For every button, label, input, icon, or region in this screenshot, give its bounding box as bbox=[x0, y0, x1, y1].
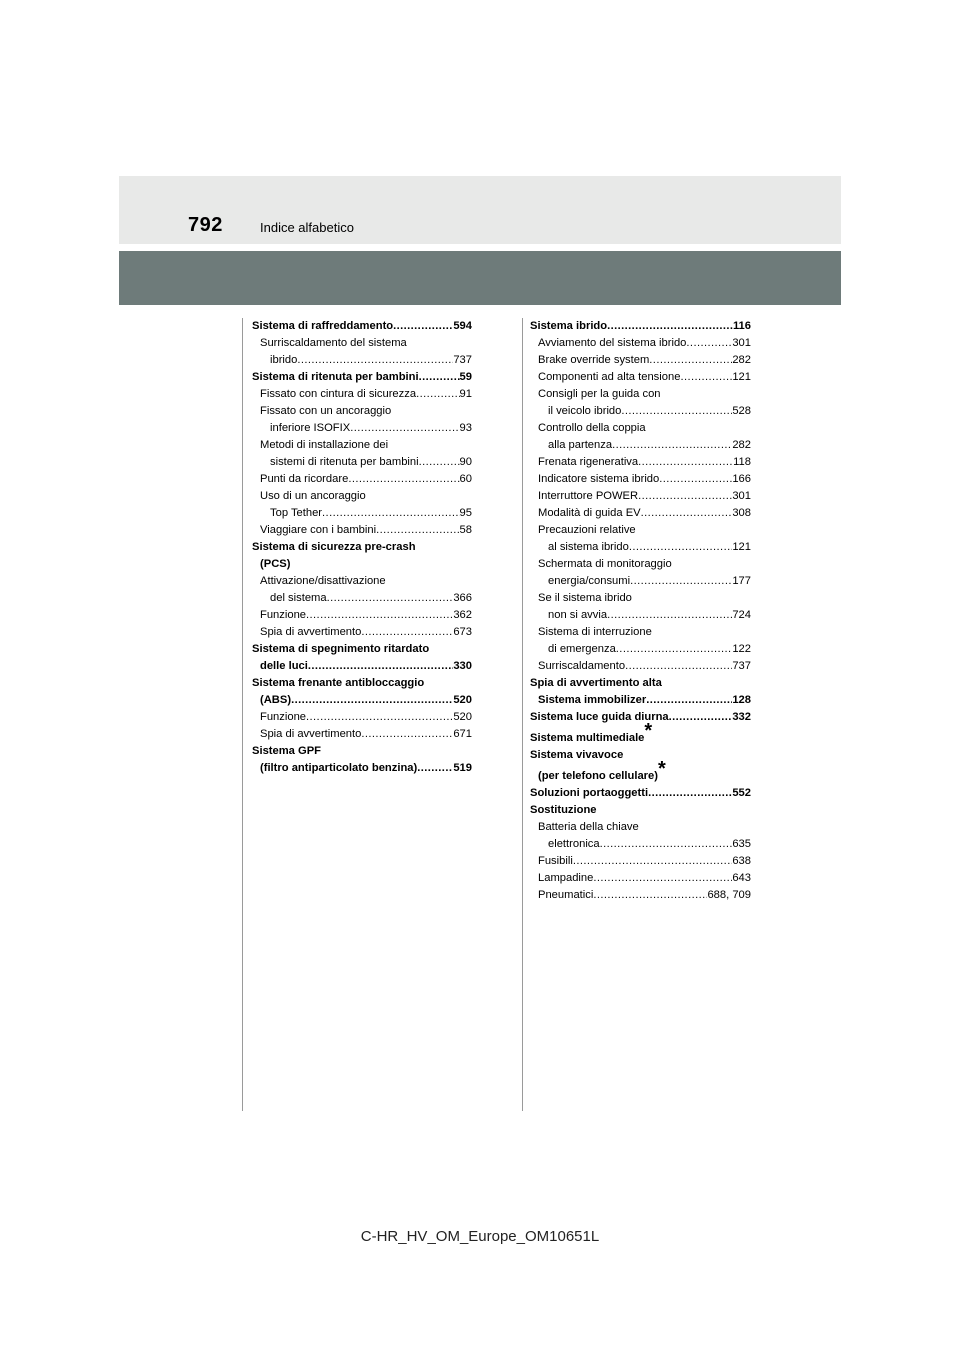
entry-term: Sistema di interruzione bbox=[538, 626, 652, 638]
index-entry bbox=[252, 505, 472, 522]
index-entry bbox=[530, 454, 751, 471]
entry-page-number: 362 bbox=[453, 609, 472, 621]
entry-term: Lampadine bbox=[538, 872, 594, 884]
entry-term: (PCS) bbox=[260, 558, 291, 570]
column-divider-right bbox=[522, 318, 523, 1111]
entry-page-number: 90 bbox=[459, 456, 472, 468]
dot-leader bbox=[680, 369, 732, 386]
entry-term: Sistema GPF bbox=[252, 745, 322, 757]
entry-term: del sistema bbox=[270, 592, 327, 604]
section-band bbox=[119, 251, 841, 305]
entry-page-number: 643 bbox=[732, 872, 751, 884]
entry-page-number: 128 bbox=[732, 694, 751, 706]
index-entry bbox=[530, 870, 751, 887]
dot-leader bbox=[607, 318, 733, 335]
entry-term: Sistema di raffreddamento bbox=[252, 320, 394, 332]
entry-page-number: 58 bbox=[459, 524, 472, 536]
dot-leader bbox=[600, 836, 733, 853]
index-entry bbox=[530, 505, 751, 522]
index-entry bbox=[530, 692, 751, 709]
index-entry bbox=[252, 437, 472, 454]
dot-leader bbox=[419, 454, 460, 471]
entry-term: Spia di avvertimento bbox=[260, 728, 362, 740]
index-column-left bbox=[252, 318, 472, 777]
document-footer: C-HR_HV_OM_Europe_OM10651L bbox=[360, 1228, 600, 1245]
entry-term: il veicolo ibrido bbox=[548, 405, 622, 417]
dot-leader bbox=[419, 369, 460, 386]
entry-page-number: 737 bbox=[453, 354, 472, 366]
entry-term: Schermata di monitoraggio bbox=[538, 558, 672, 570]
index-entry bbox=[252, 658, 472, 675]
index-entry bbox=[252, 607, 472, 624]
entry-term: di emergenza bbox=[548, 643, 616, 655]
entry-term: Attivazione/disattivazione bbox=[260, 575, 386, 587]
entry-term: Top Tether bbox=[270, 507, 323, 519]
entry-page-number: 308 bbox=[732, 507, 751, 519]
index-entry bbox=[530, 802, 751, 819]
index-entry bbox=[530, 641, 751, 658]
entry-term: Avviamento del sistema ibrido bbox=[538, 337, 687, 349]
entry-page-number: 366 bbox=[453, 592, 472, 604]
header-band bbox=[119, 176, 841, 244]
dot-leader bbox=[686, 335, 732, 352]
index-entry bbox=[530, 488, 751, 505]
entry-page-number: 177 bbox=[732, 575, 751, 587]
entry-page-number: 95 bbox=[459, 507, 472, 519]
footnote-asterisk: * bbox=[644, 720, 653, 742]
entry-page-number: 116 bbox=[732, 320, 751, 332]
entry-term: Sostituzione bbox=[530, 804, 597, 816]
index-entry bbox=[252, 454, 472, 471]
entry-term: energia/consumi bbox=[548, 575, 631, 587]
index-entry bbox=[530, 590, 751, 607]
dot-leader bbox=[376, 522, 459, 539]
dot-leader bbox=[573, 853, 733, 870]
dot-leader bbox=[306, 607, 453, 624]
entry-page-number: 93 bbox=[459, 422, 472, 434]
dot-leader bbox=[291, 692, 453, 709]
dot-leader bbox=[593, 887, 707, 904]
index-entry bbox=[530, 318, 751, 335]
index-entry bbox=[252, 675, 472, 692]
entry-term: non si avvia bbox=[548, 609, 608, 621]
index-entry bbox=[252, 760, 472, 777]
index-entry bbox=[252, 318, 472, 335]
index-entry bbox=[530, 607, 751, 624]
entry-page-number: 671 bbox=[453, 728, 472, 740]
index-entry bbox=[252, 624, 472, 641]
dot-leader bbox=[593, 870, 732, 887]
dot-leader bbox=[393, 318, 453, 335]
dot-leader bbox=[649, 352, 732, 369]
entry-page-number: 594 bbox=[453, 320, 472, 332]
entry-page-number: 673 bbox=[453, 626, 472, 638]
entry-page-number: 520 bbox=[453, 711, 472, 723]
entry-term: Sistema di sicurezza pre-crash bbox=[252, 541, 416, 553]
entry-term: inferiore ISOFIX bbox=[270, 422, 351, 434]
entry-page-number: 737 bbox=[732, 660, 751, 672]
entry-page-number: 122 bbox=[732, 643, 751, 655]
dot-leader bbox=[659, 471, 732, 488]
index-entry bbox=[252, 539, 472, 556]
entry-term: Componenti ad alta tensione bbox=[538, 371, 681, 383]
entry-page-number: 301 bbox=[732, 337, 751, 349]
entry-term: Sistema di ritenuta per bambini bbox=[252, 371, 419, 383]
index-entry bbox=[252, 590, 472, 607]
entry-term: Controllo della coppia bbox=[538, 422, 646, 434]
dot-leader bbox=[616, 641, 733, 658]
entry-page-number: 91 bbox=[459, 388, 472, 400]
dot-leader bbox=[625, 658, 732, 675]
entry-page-number: 282 bbox=[732, 354, 751, 366]
entry-term: Fissato con un ancoraggio bbox=[260, 405, 392, 417]
index-entry bbox=[252, 386, 472, 403]
dot-leader bbox=[350, 420, 459, 437]
entry-term: Metodi di installazione dei bbox=[260, 439, 389, 451]
index-entry bbox=[530, 720, 751, 747]
entry-term: Sistema frenante antibloccaggio bbox=[252, 677, 425, 689]
entry-term: Sistema immobilizer bbox=[538, 694, 647, 706]
index-entry bbox=[252, 556, 472, 573]
dot-leader bbox=[648, 785, 732, 802]
dot-leader bbox=[327, 590, 454, 607]
index-entry bbox=[252, 420, 472, 437]
dot-leader bbox=[322, 505, 460, 522]
dot-leader bbox=[641, 505, 733, 522]
index-entry bbox=[530, 624, 751, 641]
index-entry bbox=[252, 641, 472, 658]
entry-term: Viaggiare con i bambini bbox=[260, 524, 377, 536]
dot-leader bbox=[297, 352, 453, 369]
entry-page-number: 552 bbox=[732, 787, 751, 799]
entry-term: Spia di avvertimento bbox=[260, 626, 362, 638]
index-entry bbox=[530, 335, 751, 352]
entry-term: Interruttore POWER bbox=[538, 490, 639, 502]
index-entry bbox=[252, 352, 472, 369]
entry-page-number: 724 bbox=[732, 609, 751, 621]
entry-term: Pneumatici bbox=[538, 889, 594, 901]
entry-term: Modalità di guida EV bbox=[538, 507, 641, 519]
entry-term: Fissato con cintura di sicurezza bbox=[260, 388, 417, 400]
entry-term: delle luci bbox=[260, 660, 308, 672]
entry-page-number: 121 bbox=[732, 541, 751, 553]
entry-term: Surriscaldamento bbox=[538, 660, 626, 672]
dot-leader bbox=[416, 386, 459, 403]
entry-term: Sistema vivavoce bbox=[530, 749, 624, 761]
index-entry bbox=[252, 369, 472, 386]
entry-term: Funzione bbox=[260, 711, 307, 723]
entry-page-number: 330 bbox=[453, 660, 472, 672]
entry-page-number: 688, 709 bbox=[707, 889, 751, 901]
index-entry bbox=[252, 743, 472, 760]
entry-term: Consigli per la guida con bbox=[538, 388, 661, 400]
dot-leader bbox=[612, 437, 732, 454]
entry-term: Funzione bbox=[260, 609, 307, 621]
index-entry bbox=[530, 556, 751, 573]
index-entry bbox=[252, 573, 472, 590]
entry-term: Indicatore sistema ibrido bbox=[538, 473, 660, 485]
index-entry bbox=[530, 403, 751, 420]
entry-term: Punti da ricordare bbox=[260, 473, 349, 485]
index-entry bbox=[530, 887, 751, 904]
entry-page-number: 519 bbox=[453, 762, 472, 774]
entry-page-number: 166 bbox=[732, 473, 751, 485]
entry-term: al sistema ibrido bbox=[548, 541, 629, 553]
entry-term: sistemi di ritenuta per bambini bbox=[270, 456, 419, 468]
entry-term: Se il sistema ibrido bbox=[538, 592, 632, 604]
entry-term: Soluzioni portaoggetti bbox=[530, 787, 649, 799]
entry-term: Sistema multimediale bbox=[530, 732, 645, 744]
entry-term: (per telefono cellulare) bbox=[538, 770, 658, 782]
dot-leader bbox=[621, 403, 732, 420]
index-entry bbox=[530, 369, 751, 386]
entry-term: Sistema di spegnimento ritardato bbox=[252, 643, 430, 655]
index-entry bbox=[530, 853, 751, 870]
dot-leader bbox=[308, 658, 453, 675]
index-entry bbox=[530, 471, 751, 488]
dot-leader bbox=[638, 454, 733, 471]
dot-leader bbox=[417, 760, 453, 777]
index-entry bbox=[252, 692, 472, 709]
entry-term: Brake override system bbox=[538, 354, 650, 366]
entry-page-number: 638 bbox=[732, 855, 751, 867]
entry-page-number: 60 bbox=[459, 473, 472, 485]
index-entry bbox=[252, 709, 472, 726]
index-entry bbox=[252, 471, 472, 488]
dot-leader bbox=[646, 692, 732, 709]
index-entry bbox=[530, 819, 751, 836]
index-column-right bbox=[530, 318, 751, 904]
entry-page-number: 301 bbox=[732, 490, 751, 502]
entry-page-number: 332 bbox=[732, 711, 751, 723]
index-entry bbox=[252, 403, 472, 420]
footnote-asterisk: * bbox=[657, 758, 666, 780]
dot-leader bbox=[361, 624, 453, 641]
index-entry bbox=[530, 386, 751, 403]
entry-term: Precauzioni relative bbox=[538, 524, 636, 536]
index-entry bbox=[530, 747, 751, 764]
entry-term: Spia di avvertimento alta bbox=[530, 677, 662, 689]
index-entry bbox=[530, 352, 751, 369]
entry-term: Surriscaldamento del sistema bbox=[260, 337, 407, 349]
index-entry bbox=[530, 420, 751, 437]
index-entry bbox=[530, 836, 751, 853]
index-entry bbox=[530, 539, 751, 556]
index-entry bbox=[252, 335, 472, 352]
entry-term: Sistema ibrido bbox=[530, 320, 608, 332]
index-entry bbox=[530, 758, 751, 785]
entry-page-number: 528 bbox=[732, 405, 751, 417]
dot-leader bbox=[630, 573, 732, 590]
dot-leader bbox=[306, 709, 453, 726]
entry-term: alla partenza bbox=[548, 439, 613, 451]
index-entry bbox=[530, 573, 751, 590]
entry-page-number: 520 bbox=[453, 694, 472, 706]
entry-page-number: 59 bbox=[459, 371, 472, 383]
index-entry bbox=[530, 675, 751, 692]
index-entry bbox=[530, 522, 751, 539]
entry-term: Frenata rigenerativa bbox=[538, 456, 639, 468]
section-title: Indice alfabetico bbox=[260, 220, 354, 235]
entry-term: Sistema luce guida diurna bbox=[530, 711, 669, 723]
dot-leader bbox=[629, 539, 732, 556]
entry-page-number: 118 bbox=[733, 456, 751, 468]
entry-page-number: 635 bbox=[732, 838, 751, 850]
column-divider-left bbox=[242, 318, 243, 1111]
entry-term: Batteria della chiave bbox=[538, 821, 639, 833]
index-entry bbox=[530, 437, 751, 454]
index-entry bbox=[530, 709, 751, 726]
index-entry bbox=[530, 785, 751, 802]
index-entry bbox=[252, 488, 472, 505]
entry-page-number: 282 bbox=[732, 439, 751, 451]
page-number: 792 bbox=[188, 214, 223, 236]
dot-leader bbox=[669, 709, 733, 726]
entry-term: ibrido bbox=[270, 354, 298, 366]
entry-term: (ABS) bbox=[260, 694, 292, 706]
dot-leader bbox=[638, 488, 732, 505]
dot-leader bbox=[361, 726, 453, 743]
entry-term: elettronica bbox=[548, 838, 600, 850]
index-entry bbox=[530, 658, 751, 675]
entry-term: Fusibili bbox=[538, 855, 573, 867]
entry-term: (filtro antiparticolato benzina) bbox=[260, 762, 418, 774]
dot-leader bbox=[348, 471, 459, 488]
dot-leader bbox=[607, 607, 732, 624]
index-entry bbox=[252, 522, 472, 539]
entry-page-number: 121 bbox=[732, 371, 751, 383]
index-entry bbox=[252, 726, 472, 743]
entry-term: Uso di un ancoraggio bbox=[260, 490, 366, 502]
